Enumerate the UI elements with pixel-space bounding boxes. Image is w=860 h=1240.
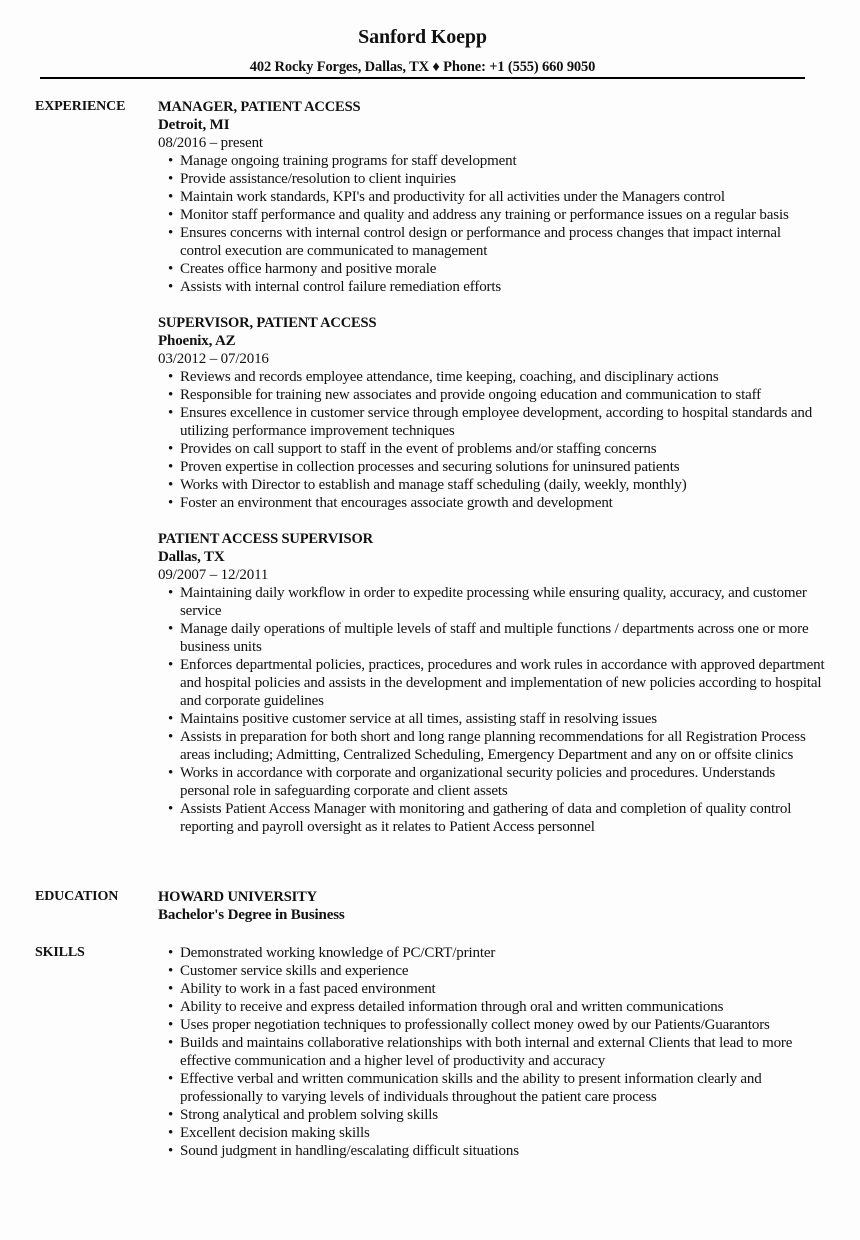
- job-location: Detroit, MI: [158, 117, 230, 133]
- job-entry: [158, 98, 825, 296]
- job-dates: 08/2016 – present: [158, 135, 263, 151]
- skill-item: • Builds and maintains collaborative relationships with both internal and external Clients that lead to more effective communication and a higher level of productivity and accuracy: [180, 1034, 825, 1070]
- job-bullets: [158, 368, 825, 512]
- bullet-item: • Foster an environment that encourages associate growth and development: [180, 494, 825, 512]
- bullet-item: • Assists in preparation for both short and long range planning recommendations for all Registration Process areas including; Admitting, Centralized Scheduling, Emergency Department and any on or offsite clinics: [180, 728, 825, 764]
- skill-item: • Ability to receive and express detailed information through oral and written communications: [180, 998, 825, 1016]
- section-label-experience: EXPERIENCE: [35, 99, 126, 114]
- skill-item: • Uses proper negotiation techniques to professionally collect money owed by our Patients/Guarantors: [180, 1016, 825, 1034]
- job-title: PATIENT ACCESS SUPERVISOR: [158, 531, 373, 547]
- bullet-item: • Assists with internal control failure remediation efforts: [180, 278, 825, 296]
- experience-section: [35, 98, 825, 854]
- bullet-item: • Manage daily operations of multiple levels of staff and multiple functions / departments across one or more business units: [180, 620, 825, 656]
- education-section: [35, 888, 825, 924]
- degree: Bachelor's Degree in Business: [158, 907, 345, 923]
- bullet-item: • Maintains positive customer service at all times, assisting staff in resolving issues: [180, 710, 825, 728]
- job-title: SUPERVISOR, PATIENT ACCESS: [158, 315, 377, 331]
- skill-item: • Effective verbal and written communication skills and the ability to present information clearly and professionally to varying levels of individuals throughout the patient care process: [180, 1070, 825, 1106]
- job-bullets: [158, 584, 825, 836]
- section-label-skills: SKILLS: [35, 945, 85, 960]
- bullet-item: • Provides on call support to staff in the event of problems and/or staffing concerns: [180, 440, 825, 458]
- contact-line: 402 Rocky Forges, Dallas, TX ♦ Phone: +1 (555) 660 9050: [249, 59, 596, 75]
- skill-item: • Ability to work in a fast paced environment: [180, 980, 825, 998]
- bullet-item: • Manage ongoing training programs for staff development: [180, 152, 825, 170]
- candidate-name: Sanford Koepp: [358, 26, 487, 48]
- bullet-item: • Maintain work standards, KPI's and productivity for all activities under the Managers control: [180, 188, 825, 206]
- school-name: HOWARD UNIVERSITY: [158, 889, 317, 905]
- job-bullets: [158, 152, 825, 296]
- skills-list: [158, 944, 825, 1160]
- bullet-item: • Ensures concerns with internal control design or performance and process changes that impact internal control execution are communicated to management: [180, 224, 825, 260]
- job-title: MANAGER, PATIENT ACCESS: [158, 99, 361, 115]
- bullet-item: • Responsible for training new associates and provide ongoing education and communication to staff: [180, 386, 825, 404]
- bullet-item: • Assists Patient Access Manager with monitoring and gathering of data and completion of quality control reporting and payroll oversight as it relates to Patient Access personnel: [180, 800, 825, 836]
- skill-item: • Customer service skills and experience: [180, 962, 825, 980]
- section-label-education: EDUCATION: [35, 889, 119, 904]
- job-location: Dallas, TX: [158, 549, 225, 565]
- job-location: Phoenix, AZ: [158, 333, 236, 349]
- skill-item: • Sound judgment in handling/escalating difficult situations: [180, 1142, 825, 1160]
- bullet-item: • Reviews and records employee attendance, time keeping, coaching, and disciplinary actions: [180, 368, 825, 386]
- skill-item: • Demonstrated working knowledge of PC/CRT/printer: [180, 944, 825, 962]
- skill-item: • Excellent decision making skills: [180, 1124, 825, 1142]
- job-entry: [158, 314, 825, 512]
- bullet-item: • Ensures excellence in customer service through employee development, according to hospital standards and utilizing performance improvement techniques: [180, 404, 825, 440]
- bullet-item: • Creates office harmony and positive morale: [180, 260, 825, 278]
- job-entry: [158, 530, 825, 836]
- skills-section: [35, 944, 825, 1160]
- skill-item: • Strong analytical and problem solving skills: [180, 1106, 825, 1124]
- bullet-item: • Provide assistance/resolution to client inquiries: [180, 170, 825, 188]
- bullet-item: • Monitor staff performance and quality and address any training or performance issues on a regular basis: [180, 206, 825, 224]
- bullet-item: • Maintaining daily workflow in order to expedite processing while ensuring quality, accuracy, and customer service: [180, 584, 825, 620]
- job-dates: 09/2007 – 12/2011: [158, 567, 269, 583]
- job-list: [158, 98, 825, 836]
- bullet-item: • Works in accordance with corporate and organizational security policies and procedures. Understands personal role in safeguarding corporate and client assets: [180, 764, 825, 800]
- bullet-item: • Works with Director to establish and manage staff scheduling (daily, weekly, monthly): [180, 476, 825, 494]
- bullet-item: • Enforces departmental policies, practices, procedures and work rules in accordance with approved department and hospital policies and assists in the development and implementation of new policies according to hospital and corporate guidelines: [180, 656, 825, 710]
- job-dates: 03/2012 – 07/2016: [158, 351, 269, 367]
- bullet-item: • Proven expertise in collection processes and securing solutions for uninsured patients: [180, 458, 825, 476]
- header-divider: [40, 77, 805, 79]
